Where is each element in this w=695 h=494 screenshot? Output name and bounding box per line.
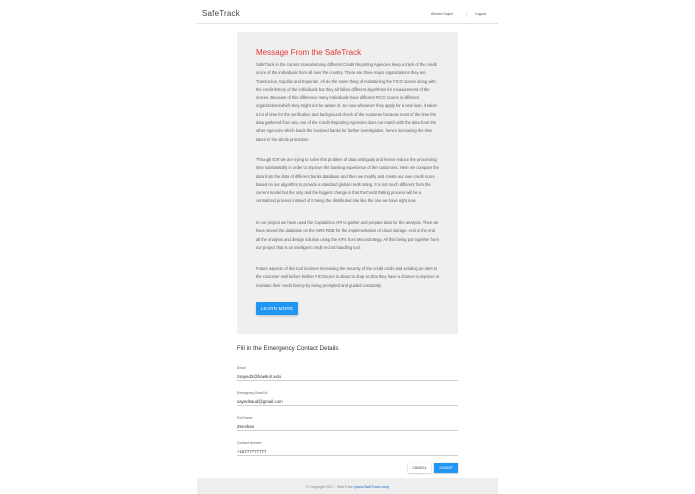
email-label: Email [237, 366, 246, 370]
learn-more-button[interactable]: LEARN MORE [256, 302, 298, 315]
form-title: Fill in the Emergency Contact Details [237, 345, 339, 352]
contact-number-field[interactable] [237, 447, 458, 456]
emergency-email-field[interactable] [237, 397, 458, 406]
nav-separator: | [466, 11, 468, 17]
emergency-email-label: Emergency Email Id [237, 391, 268, 395]
message-title: Message From the SafeTrack [256, 48, 362, 57]
full-name-field[interactable] [237, 422, 458, 431]
message-paragraph-3: In our project we have used the CapitalOne API to gather and prepare data for the analysis. Then we have stored the database on the AWS RDB for the implementation of cloud storage. And in the end all the analysis and design solution using the APIs from Microstrategy. All this being put together form our project that is an intelligent credit record handling tool. [256, 220, 439, 250]
user-name-link[interactable]: Ahmed Sajed [431, 12, 453, 16]
footer [197, 478, 498, 494]
contact-number-label: Contact Number [237, 441, 262, 445]
brand-logo[interactable]: SafeTrack [202, 9, 240, 18]
logout-link[interactable]: Logout [475, 12, 486, 16]
submit-button[interactable]: SUBMIT [434, 463, 458, 473]
email-field[interactable] [237, 372, 458, 381]
message-paragraph-2: Through ICR we are trying to solve this problem of data ambiguity and hence reduce the processing time substantially in order to improve the banking experience of the customers. Here we compare the data from the data of different banks database and then we modify and create our own credit score based on our algorithm to provide a standard global credit rating. It is not much different from the current model but the only and the biggest change is that theCredit Rating process will be a centralized process instead of it being the distributed one like the one we have right now. [256, 157, 439, 204]
full-name-label: Full Name [237, 416, 253, 420]
cancel-button[interactable]: CANCEL [408, 463, 431, 473]
copyright-text: © Copyright 2017 - SafeTrack [305, 485, 354, 489]
footer-copyright [197, 485, 498, 489]
message-card [237, 32, 458, 334]
message-paragraph-4: Future aspects of this tool involves increasing the security of the credit cards and sending an alert to the customer well before his/her FICOscore is about to drop so that they have a chance to improve or maintain their credit history by being prompted and guided constantly. [256, 266, 440, 288]
message-paragraph-1: SafeTrack in the current scenariomany different Credit Reporting Agencies keep a track of the credit score of the individuals from all over the country. There are three major organizations they are TransUnion, Equifax and Experian. All do the same thing of maintaining the FICO scores along with the credit history of the individuals but they all follow different algorithms for measurement of the scores. Because of this difference many individuals have different FICO scores in different organizationswhich they might not be aware of. So now whenever they apply for a new loan, it takes a lot of time for the verification and background check of the customer because most of the time the data gathered from any one of the Credit Reporting Agencies does not match with the data from the other Agencies which leads the involved banks for further investigation, hence increasing the time taken in the whole procedure. [256, 62, 437, 142]
top-navbar [197, 0, 498, 24]
footer-website-link[interactable]: (www.SafeTrack.com) [354, 485, 390, 489]
